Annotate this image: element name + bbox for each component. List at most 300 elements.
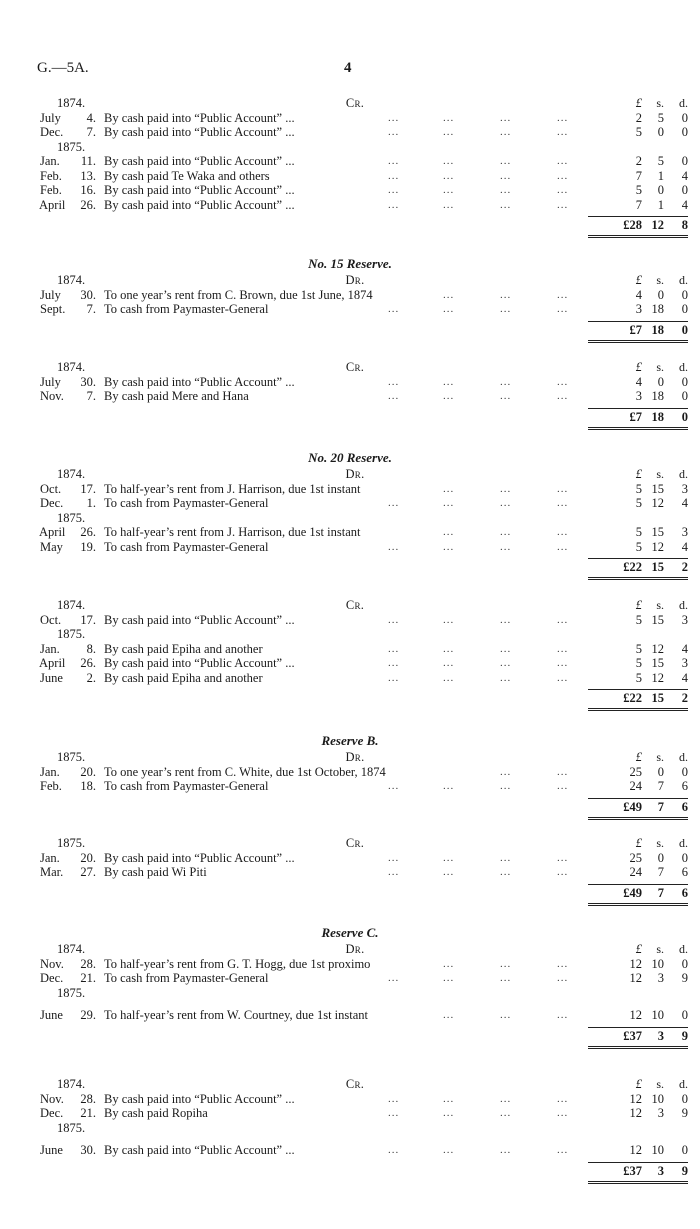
- entry-month: Dec.: [40, 971, 64, 985]
- entry-month: Jan.: [40, 764, 60, 779]
- entry-description: To cash from Paymaster-General: [104, 496, 269, 510]
- amount-shillings: 1: [657, 168, 664, 183]
- debit-label: Dr.: [345, 942, 365, 956]
- entry-amount: [588, 642, 688, 657]
- amount-shillings: 0: [657, 287, 664, 302]
- leader-dots: ...: [557, 1092, 569, 1105]
- leader-dots: ...: [388, 497, 400, 509]
- total-shillings: 12: [651, 218, 664, 232]
- pound-label: £: [635, 467, 642, 481]
- total-rule-top: [588, 321, 688, 322]
- ledger-entry: [0, 288, 700, 303]
- entry-amount: [588, 496, 688, 511]
- leader-dots: ...: [443, 657, 455, 669]
- leader-dots: ...: [388, 1144, 400, 1156]
- leader-dots: ...: [388, 540, 400, 553]
- entry-day: 19.: [80, 539, 96, 554]
- total-shillings: 7: [657, 885, 664, 900]
- entry-description: To half-year’s rent from W. Courtney, due 1st instant: [104, 1008, 369, 1022]
- leader-dots: ...: [443, 155, 455, 167]
- leader-dots: ...: [500, 765, 512, 778]
- ledger-entry: [0, 656, 700, 671]
- amount-pounds: 12: [629, 1008, 642, 1022]
- shilling-label: s.: [656, 836, 664, 850]
- shilling-label: s.: [656, 96, 664, 110]
- ledger-entry: [0, 389, 700, 404]
- leader-dots: ...: [388, 972, 400, 984]
- amount-pounds: 12: [629, 1091, 642, 1106]
- currency-header: [588, 598, 688, 613]
- total-rule-bottom: [588, 1046, 688, 1047]
- leader-dots: ...: [557, 111, 569, 124]
- leader-dots: ...: [388, 1107, 400, 1119]
- total-rule-bottom-double: [588, 342, 688, 343]
- amount-shillings: 0: [657, 183, 664, 197]
- amount-shillings: 3: [657, 1106, 664, 1120]
- entry-day: 28.: [80, 956, 96, 971]
- entry-amount: [588, 288, 688, 303]
- leader-dots: ...: [388, 111, 400, 124]
- amount-shillings: 18: [651, 389, 664, 403]
- year-label: 1874.: [57, 96, 86, 110]
- leader-dots: ...: [557, 482, 569, 495]
- ledger-entry: [0, 1143, 700, 1158]
- leader-dots: ...: [443, 184, 455, 196]
- ledger-entry: [0, 765, 700, 780]
- leader-dots: ...: [557, 497, 569, 509]
- currency-header: [588, 96, 688, 111]
- entry-amount: [588, 111, 688, 126]
- pence-label: d.: [679, 360, 688, 374]
- ledger-entry: [0, 779, 700, 794]
- ledger-entry: [0, 613, 700, 628]
- entry-description: To cash from Paymaster-General: [104, 539, 269, 554]
- amount-pence: 4: [681, 496, 688, 510]
- amount-pence: 0: [681, 1008, 688, 1022]
- entry-description: By cash paid into “Public Account” ...: [104, 656, 295, 670]
- amount-shillings: 10: [651, 1008, 664, 1022]
- leader-dots: ...: [443, 780, 455, 792]
- entry-description: To half-year’s rent from G. T. Hogg, due 1st proximo: [104, 956, 371, 971]
- total-pounds: £22: [623, 560, 642, 574]
- total-rule-bottom: [588, 340, 688, 341]
- ledger-entry: [0, 125, 700, 140]
- amount-pounds: 25: [629, 764, 642, 779]
- amount-pence: 0: [681, 374, 688, 389]
- ledger-entry: [0, 302, 700, 317]
- entry-amount: [588, 125, 688, 140]
- entry-month: June: [40, 1008, 63, 1022]
- total-rule-top: [588, 884, 688, 885]
- amount-pence: 0: [681, 956, 688, 971]
- amount-pence: 0: [681, 287, 688, 302]
- year-label: 1875.: [57, 510, 86, 525]
- amount-pounds: 5: [635, 539, 642, 554]
- amount-pence: 0: [681, 154, 688, 168]
- amount-pence: 6: [681, 865, 688, 879]
- leader-dots: ...: [500, 642, 512, 655]
- entry-description: To cash from Paymaster-General: [104, 302, 269, 316]
- entry-day: 30.: [80, 287, 96, 302]
- leader-dots: ...: [388, 184, 400, 196]
- total-shillings: 15: [651, 691, 664, 705]
- leader-dots: ...: [443, 482, 455, 495]
- leader-dots: ...: [500, 540, 512, 553]
- total-pence: 2: [681, 560, 688, 574]
- total-rule-bottom-double: [588, 1048, 688, 1049]
- leader-dots: ...: [557, 390, 569, 402]
- ledger-entry: [0, 865, 700, 880]
- currency-header: [588, 273, 688, 288]
- entry-day: 20.: [80, 850, 96, 865]
- shilling-label: s.: [656, 598, 664, 612]
- leader-dots: ...: [443, 303, 455, 315]
- entry-day: 29.: [80, 1008, 96, 1022]
- entry-amount: [588, 198, 688, 213]
- leader-dots: ...: [557, 1144, 569, 1156]
- entry-day: 26.: [80, 656, 96, 670]
- entry-description: By cash paid into “Public Account” ...: [104, 1091, 295, 1106]
- pound-label: £: [635, 273, 642, 287]
- total-pence: 9: [681, 1163, 688, 1178]
- amount-pence: 4: [681, 670, 688, 685]
- leader-dots: ...: [557, 866, 569, 878]
- leader-dots: ...: [500, 198, 512, 211]
- amount-pounds: 5: [635, 125, 642, 139]
- leader-dots: ...: [388, 671, 400, 684]
- debit-label: Dr.: [345, 273, 365, 287]
- leader-dots: ...: [388, 642, 400, 655]
- amount-pence: 3: [681, 612, 688, 627]
- amount-pounds: 7: [635, 197, 642, 212]
- credit-label: Cr.: [345, 836, 365, 850]
- leader-dots: ...: [557, 1107, 569, 1119]
- entry-amount: [588, 613, 688, 628]
- debit-label: Dr.: [345, 467, 365, 481]
- pence-label: d.: [679, 836, 688, 850]
- amount-shillings: 15: [651, 525, 664, 539]
- ledger-entry: [0, 198, 700, 213]
- entry-amount: [588, 1092, 688, 1107]
- leader-dots: ...: [443, 1107, 455, 1119]
- leader-dots: ...: [557, 780, 569, 792]
- entry-month: Nov.: [40, 956, 64, 971]
- total-rule-bottom: [588, 903, 688, 904]
- leader-dots: ...: [443, 375, 455, 388]
- account-total: [588, 691, 688, 706]
- leader-dots: ...: [443, 526, 455, 538]
- amount-pence: 3: [681, 481, 688, 496]
- total-rule-bottom: [588, 817, 688, 818]
- column-header-row: [0, 836, 700, 851]
- entry-description: To half-year’s rent from J. Harrison, due 1st instant: [104, 481, 361, 496]
- total-shillings: 15: [651, 560, 664, 574]
- amount-pence: 9: [681, 1106, 688, 1120]
- total-rule-bottom: [588, 708, 688, 709]
- ledger-entry: [0, 642, 700, 657]
- amount-pounds: 2: [635, 110, 642, 125]
- amount-pounds: 5: [635, 641, 642, 656]
- entry-day: 2.: [86, 670, 96, 685]
- year-label: 1875.: [57, 985, 86, 1000]
- entry-month: Jan.: [40, 641, 60, 656]
- entry-amount: [588, 1106, 688, 1121]
- credit-label: Cr.: [345, 96, 365, 110]
- amount-pounds: 5: [635, 612, 642, 627]
- column-header-row: [0, 273, 700, 288]
- amount-pence: 6: [681, 779, 688, 793]
- entry-day: 30.: [80, 374, 96, 389]
- entry-amount: [588, 971, 688, 986]
- entry-amount: [588, 656, 688, 671]
- entry-description: By cash paid into “Public Account” ...: [104, 125, 295, 139]
- leader-dots: ...: [500, 1107, 512, 1119]
- pound-label: £: [635, 942, 642, 956]
- amount-pounds: 5: [635, 656, 642, 670]
- leader-dots: ...: [388, 169, 400, 182]
- entry-amount: [588, 302, 688, 317]
- entry-description: To one year’s rent from C. Brown, due 1st June, 1874: [104, 287, 373, 302]
- entry-month: Dec.: [40, 496, 64, 510]
- currency-header: [588, 360, 688, 375]
- entry-month: Oct.: [40, 481, 62, 496]
- total-pounds: £7: [629, 409, 642, 424]
- total-rule-bottom: [588, 1181, 688, 1182]
- amount-pence: 3: [681, 656, 688, 670]
- entry-description: By cash paid into “Public Account” ...: [104, 110, 295, 125]
- ledger-entry: [0, 154, 700, 169]
- entry-description: By cash paid into “Public Account” ...: [104, 154, 295, 168]
- entry-amount: [588, 154, 688, 169]
- entry-day: 7.: [86, 389, 96, 403]
- entry-description: By cash paid into “Public Account” ...: [104, 183, 295, 197]
- total-rule-top: [588, 408, 688, 409]
- leader-dots: ...: [557, 540, 569, 553]
- entry-day: 18.: [80, 779, 96, 793]
- total-pounds: £37: [623, 1163, 642, 1178]
- account-total: [588, 886, 688, 901]
- leader-dots: ...: [500, 657, 512, 669]
- total-pence: 6: [681, 885, 688, 900]
- leader-dots: ...: [500, 957, 512, 970]
- year-label: 1874.: [57, 1077, 86, 1091]
- entry-description: By cash paid into “Public Account” ...: [104, 1143, 295, 1157]
- leader-dots: ...: [557, 765, 569, 778]
- leader-dots: ...: [500, 866, 512, 878]
- leader-dots: ...: [388, 375, 400, 388]
- amount-pounds: 2: [635, 154, 642, 168]
- year-label: 1875.: [57, 1120, 86, 1135]
- leader-dots: ...: [443, 671, 455, 684]
- entry-amount: [588, 375, 688, 390]
- entry-day: 21.: [80, 1106, 96, 1120]
- currency-header: [588, 942, 688, 957]
- ledger-entry: [0, 183, 700, 198]
- year-label: 1874.: [57, 598, 86, 612]
- entry-description: By cash paid into “Public Account” ...: [104, 197, 295, 212]
- leader-dots: ...: [388, 303, 400, 315]
- leader-dots: ...: [500, 497, 512, 509]
- total-shillings: 3: [657, 1028, 664, 1043]
- pence-label: d.: [679, 942, 688, 956]
- entry-day: 28.: [80, 1091, 96, 1106]
- year-label: 1875.: [57, 750, 86, 764]
- amount-pounds: 12: [629, 956, 642, 971]
- amount-pence: 0: [681, 183, 688, 197]
- leader-dots: ...: [443, 1092, 455, 1105]
- leader-dots: ...: [388, 126, 400, 138]
- ledger-entry: [0, 971, 700, 986]
- document-reference: G.—5A.: [37, 60, 89, 76]
- amount-pounds: 3: [635, 302, 642, 316]
- amount-pounds: 5: [635, 496, 642, 510]
- amount-shillings: 15: [651, 612, 664, 627]
- amount-shillings: 0: [657, 125, 664, 139]
- leader-dots: ...: [557, 184, 569, 196]
- reserve-title: Reserve C.: [321, 925, 379, 940]
- shilling-label: s.: [656, 1077, 664, 1091]
- credit-label: Cr.: [345, 360, 365, 374]
- entry-day: 30.: [80, 1143, 96, 1157]
- amount-shillings: 3: [657, 971, 664, 985]
- entry-description: By cash paid Epiha and another: [104, 641, 263, 656]
- entry-amount: [588, 865, 688, 880]
- amount-shillings: 12: [651, 670, 664, 685]
- leader-dots: ...: [500, 288, 512, 301]
- entry-month: Jan.: [40, 850, 60, 865]
- ledger-entry: [0, 671, 700, 686]
- entry-description: By cash paid Mere and Hana: [104, 389, 249, 403]
- leader-dots: ...: [500, 671, 512, 684]
- ledger-entry: [0, 540, 700, 555]
- column-header-row: [0, 942, 700, 957]
- entry-description: By cash paid into “Public Account” ...: [104, 850, 295, 865]
- total-rule-bottom-double: [588, 819, 688, 820]
- total-rule-bottom-double: [588, 710, 688, 711]
- reserve-title: No. 20 Reserve.: [308, 450, 392, 465]
- entry-description: To cash from Paymaster-General: [104, 779, 269, 793]
- amount-shillings: 15: [651, 481, 664, 496]
- shilling-label: s.: [656, 360, 664, 374]
- leader-dots: ...: [388, 155, 400, 167]
- entry-day: 16.: [80, 183, 96, 197]
- entry-amount: [588, 169, 688, 184]
- leader-dots: ...: [443, 851, 455, 864]
- debit-label: Dr.: [345, 750, 365, 764]
- leader-dots: ...: [500, 375, 512, 388]
- entry-day: 13.: [80, 168, 96, 183]
- total-rule-top: [588, 689, 688, 690]
- leader-dots: ...: [557, 957, 569, 970]
- leader-dots: ...: [500, 1092, 512, 1105]
- amount-pounds: 5: [635, 183, 642, 197]
- total-rule-top: [588, 1027, 688, 1028]
- year-label: 1875.: [57, 139, 86, 154]
- year-row: [0, 511, 700, 526]
- ledger-entry: [0, 375, 700, 390]
- reserve-title: Reserve B.: [321, 733, 379, 748]
- amount-pence: 9: [681, 971, 688, 985]
- leader-dots: ...: [500, 526, 512, 538]
- amount-shillings: 5: [657, 154, 664, 168]
- leader-dots: ...: [557, 198, 569, 211]
- ledger-entry: [0, 169, 700, 184]
- leader-dots: ...: [443, 957, 455, 970]
- currency-header: [588, 836, 688, 851]
- entry-amount: [588, 671, 688, 686]
- ledger-entry: [0, 1008, 700, 1023]
- year-row: [0, 140, 700, 155]
- leader-dots: ...: [443, 972, 455, 984]
- entry-day: 11.: [80, 154, 96, 168]
- year-row: [0, 1121, 700, 1136]
- leader-dots: ...: [443, 866, 455, 878]
- total-pounds: £49: [623, 885, 642, 900]
- entry-month: April: [39, 525, 66, 539]
- leader-dots: ...: [443, 642, 455, 655]
- pound-label: £: [635, 750, 642, 764]
- total-rule-top: [588, 558, 688, 559]
- entry-day: 27.: [80, 865, 96, 879]
- pence-label: d.: [679, 273, 688, 287]
- entry-description: To one year’s rent from C. White, due 1st October, 1874: [104, 764, 386, 779]
- leader-dots: ...: [388, 1092, 400, 1105]
- account-total: [588, 1164, 688, 1179]
- leader-dots: ...: [500, 1009, 512, 1021]
- entry-month: June: [40, 1143, 63, 1157]
- amount-pence: 0: [681, 1091, 688, 1106]
- amount-shillings: 5: [657, 110, 664, 125]
- amount-pounds: 24: [629, 779, 642, 793]
- amount-shillings: 10: [651, 1091, 664, 1106]
- year-label: 1875.: [57, 627, 86, 641]
- amount-shillings: 0: [657, 764, 664, 779]
- leader-dots: ...: [557, 1009, 569, 1021]
- pence-label: d.: [679, 598, 688, 612]
- entry-day: 7.: [86, 302, 96, 316]
- leader-dots: ...: [443, 540, 455, 553]
- leader-dots: ...: [557, 375, 569, 388]
- amount-pounds: 5: [635, 670, 642, 685]
- amount-shillings: 1: [657, 197, 664, 212]
- total-pence: 0: [681, 409, 688, 424]
- year-label: 1874.: [57, 942, 86, 956]
- leader-dots: ...: [500, 1144, 512, 1156]
- amount-pounds: 12: [629, 971, 642, 985]
- year-label: 1875.: [57, 836, 86, 850]
- leader-dots: ...: [443, 126, 455, 138]
- total-pounds: £7: [629, 322, 642, 337]
- amount-pounds: 7: [635, 168, 642, 183]
- entry-month: May: [40, 539, 63, 554]
- leader-dots: ...: [500, 851, 512, 864]
- entry-amount: [588, 389, 688, 404]
- entry-amount: [588, 183, 688, 198]
- entry-month: Feb.: [40, 779, 62, 793]
- leader-dots: ...: [500, 390, 512, 402]
- credit-label: Cr.: [345, 1077, 365, 1091]
- total-rule-bottom: [588, 577, 688, 578]
- amount-shillings: 7: [657, 779, 664, 793]
- leader-dots: ...: [443, 1144, 455, 1156]
- total-rule-top: [588, 798, 688, 799]
- leader-dots: ...: [388, 198, 400, 211]
- amount-pounds: 5: [635, 525, 642, 539]
- total-shillings: 18: [651, 322, 664, 337]
- leader-dots: ...: [443, 111, 455, 124]
- leader-dots: ...: [557, 972, 569, 984]
- currency-header: [588, 467, 688, 482]
